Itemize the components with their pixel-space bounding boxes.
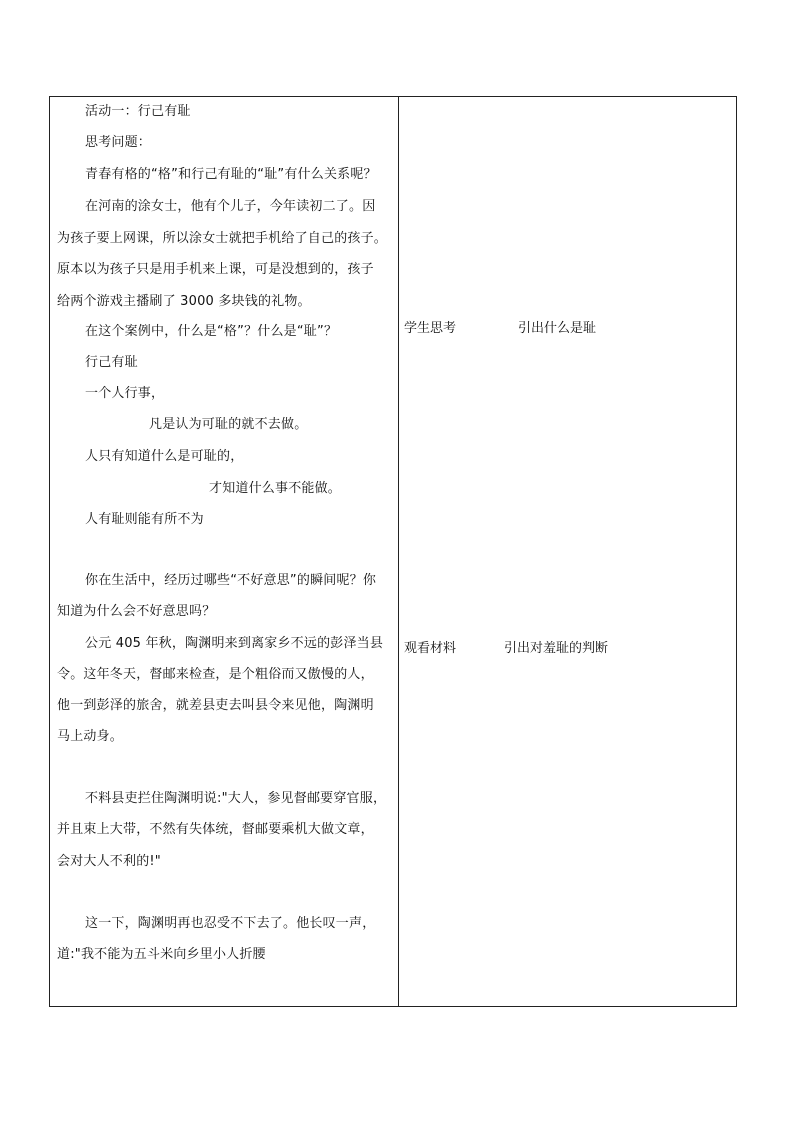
question-text: 青春有格的“格”和行己有耻的“耻”有什么关系呢？ xyxy=(85,167,377,182)
design-purpose-1: 引出什么是耻 xyxy=(518,321,597,336)
quote-line: 人只有知道什么是可耻的， xyxy=(85,449,244,464)
case-paragraph-line: 在河南的涂女士，他有个儿子，今年读初二了。因 xyxy=(85,199,376,214)
case-paragraph-line: 给两个游戏主播刷了 3000 多块钱的礼物。 xyxy=(57,294,311,309)
story-paragraph-line: 公元 405 年秋，陶渊明来到离家乡不远的彭泽当县 xyxy=(85,636,384,651)
story-paragraph-line: 不料县吏拦住陶渊明说:"大人，参见督邮要穿官服， xyxy=(85,791,387,806)
reflection-question: 你在生活中，经历过哪些“不好意思”的瞬间呢？你 xyxy=(85,573,377,588)
case-question: 在这个案例中，什么是“格”？什么是“耻”？ xyxy=(85,324,338,339)
quote-line: 一个人行事， xyxy=(85,386,165,401)
case-paragraph-line: 为孩子要上网课，所以涂女士就把手机给了自己的孩子。 xyxy=(57,231,388,246)
reflection-question: 知道为什么会不好意思吗？ xyxy=(57,604,216,619)
design-purpose-2: 引出对羞耻的判断 xyxy=(504,641,609,656)
story-paragraph-line: 并且束上大带，不然有失体统，督邮要乘机大做文章， xyxy=(57,822,374,837)
quote-line: 人有耻则能有所不为 xyxy=(85,512,204,527)
section-title: 行己有耻 xyxy=(85,355,138,370)
column-divider xyxy=(398,97,399,1006)
story-paragraph-line: 他一到彭泽的旅舍，就差县吏去叫县令来见他，陶渊明 xyxy=(57,698,374,713)
story-paragraph-line: 马上动身。 xyxy=(57,729,124,744)
story-paragraph-line: 令。这年冬天，督邮来检查，是个粗俗而又傲慢的人， xyxy=(57,667,374,682)
story-paragraph-line: 这一下，陶渊明再也忍受不下去了。他长叹一声， xyxy=(85,916,376,931)
quote-line: 才知道什么事不能做。 xyxy=(209,481,342,496)
think-question-label: 思考问题： xyxy=(85,135,152,150)
student-activity-1: 学生思考 xyxy=(404,321,457,336)
activity-heading: 活动一：行己有耻 xyxy=(85,104,191,119)
student-activity-2: 观看材料 xyxy=(404,641,457,656)
case-paragraph-line: 原本以为孩子只是用手机来上课，可是没想到的，孩子 xyxy=(57,262,374,277)
quote-line: 凡是认为可耻的就不去做。 xyxy=(149,417,308,432)
story-paragraph-line: 会对大人不利的!" xyxy=(57,854,161,869)
story-paragraph-line: 道:"我不能为五斗米向乡里小人折腰 xyxy=(57,947,266,962)
